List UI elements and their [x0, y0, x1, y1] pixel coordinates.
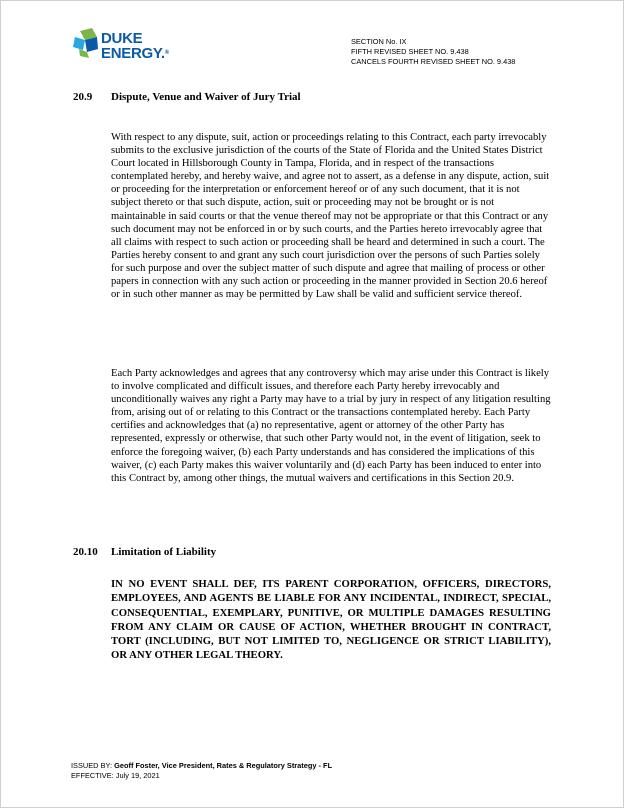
revised-sheet: FIFTH REVISED SHEET NO. 9.438	[351, 47, 469, 56]
paragraph-text: Each Party acknowledges and agrees that any controversy which may arise under this Contract is likely to involve complicated and difficult issues, and therefore each Party hereby irrevocably and unconditionally waives any right a Party may have to a trial by jury in respect of any litigation resulting from, arising out of or relating to this Contract or the transactions contemplated hereby. Each Party certifies and acknowledges that (a) no representative, agent or attorney of the other Party has represented, expressly or otherwise, that such other Party would not, in the event of litigation, seek to enforce the foregoing waiver, (b) each Party understands and has considered the implications of this waiver, (c) each Party makes this waiver voluntarily and (d) each Party has been induced to enter into this Contract by, among other things, the mutual waivers and certifications in this Section 20.9.	[111, 368, 551, 484]
section-20-9-title: Dispute, Venue and Waiver of Jury Trial	[111, 91, 301, 103]
duke-energy-logo	[71, 27, 191, 71]
sheet-info	[351, 37, 515, 67]
duke-energy-logo-icon	[71, 27, 101, 59]
cancels-sheet: CANCELS FOURTH REVISED SHEET NO. 9.438	[351, 57, 516, 66]
logo-line-2: ENERGY.	[101, 45, 165, 62]
section-20-9-paragraph-1	[111, 131, 551, 301]
section-20-9-number: 20.9	[73, 91, 93, 103]
section-20-10-heading	[73, 546, 216, 558]
paragraph-text: With respect to any dispute, suit, action or proceedings relating to this Contract, each party irrevocably submits to the exclusive jurisdiction of the courts of the State of Florida and the United States District Court located in Hillsborough County in Tampa, Florida, and in respect of the transactions contemplated hereby, and hereby waive, and agree not to assert, as a defense in any dispute, action, suit or proceeding for the interpretation or enforcement hereof or of any such document, that it is not subject thereto or that such dispute, action, suit or proceeding may not be brought or is not maintainable in said courts or that the venue thereof may not be appropriate or that this Contract or any such document may not be enforced in or by such courts, and the Parties hereto irrevocably agree that all claims with respect to such action or proceeding shall be heard and determined in such a court. The Parties hereby consent to and grant any such court jurisdiction over the persons of such Parties solely for such purpose and over the subject matter of such dispute and agree that mailing of process or other papers in connection with any such action or proceeding in the manner provided in Section 20.6 hereof or in such other manner as may be permitted by Law shall be valid and sufficient service thereof.	[111, 132, 550, 301]
section-20-10-title: Limitation of Liability	[111, 546, 217, 558]
section-number: SECTION No. IX	[351, 37, 407, 46]
issued-by-value: Geoff Foster, Vice President, Rates & Regulatory Strategy - FL	[114, 761, 333, 770]
section-20-9-paragraph-2	[111, 367, 551, 485]
logo-registered-mark: ®	[164, 50, 169, 56]
section-20-9-heading	[73, 91, 301, 103]
section-20-10-paragraph	[111, 577, 551, 663]
footer	[71, 761, 332, 780]
logo-line-1: DUKE	[101, 30, 143, 47]
section-20-10-number: 20.10	[73, 546, 98, 558]
effective-date: EFFECTIVE: July 19, 2021	[71, 770, 160, 780]
issued-by-label: ISSUED BY:	[71, 761, 115, 770]
paragraph-text: IN NO EVENT SHALL DEF, ITS PARENT CORPORATION, OFFICERS, DIRECTORS, EMPLOYEES, AND AGENTS BE LIABLE FOR ANY INCIDENTAL, INDIRECT, SPECIAL, CONSEQUENTIAL, EXEMPLARY, PUNITIVE, OR MULTIPLE DAMAGES RESULTING FROM ANY CLAIM OR CAUSE OF ACTION, WHETHER BROUGHT IN CONTRACT, TORT (INCLUDING, BUT NOT LIMITED TO, NEGLIGENCE OR STRICT LIABILITY), OR ANY OTHER LEGAL THEORY.	[111, 578, 551, 662]
logo-wordmark	[101, 31, 169, 61]
